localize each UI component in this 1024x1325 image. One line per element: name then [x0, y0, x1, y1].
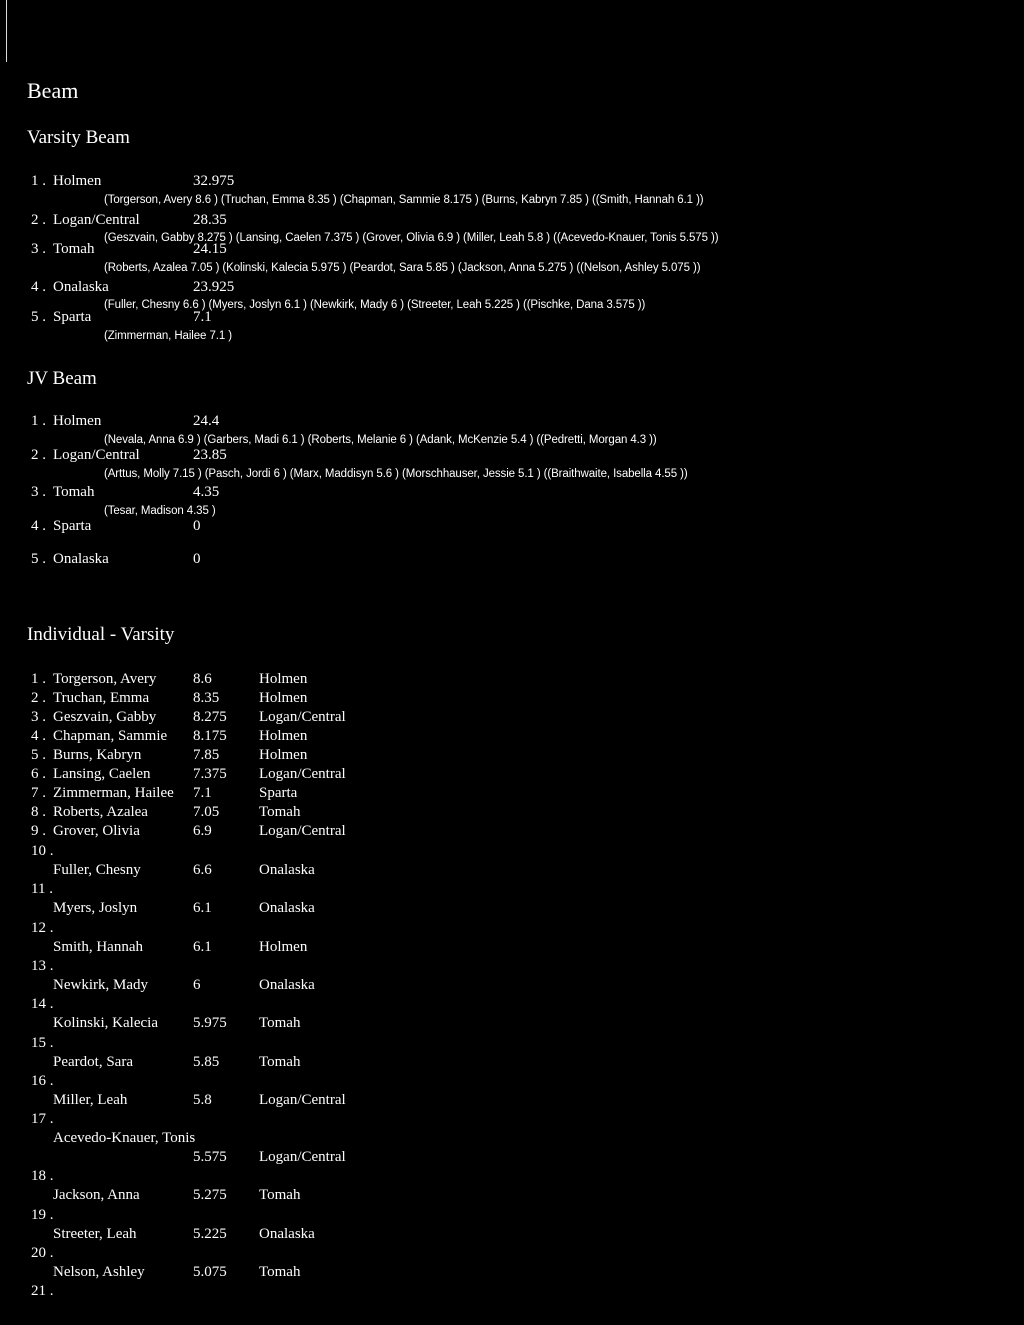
athlete-team: Logan/Central	[259, 1091, 346, 1108]
individual-row	[0, 1015, 1000, 1035]
individual-row	[0, 1149, 1000, 1169]
rank: 19 .	[31, 1206, 54, 1223]
individual-row	[0, 977, 1000, 997]
athlete-scores: (Zimmerman, Hailee 7.1 )	[104, 330, 232, 342]
team-name: Tomah	[53, 484, 95, 500]
athlete-score: 7.375	[193, 766, 227, 782]
team-score: 23.85	[193, 447, 227, 463]
team-name: Holmen	[53, 173, 102, 189]
athlete-team: Tomah	[259, 1015, 301, 1032]
athlete-score: 6	[193, 976, 201, 993]
individual-row	[0, 1054, 1000, 1074]
team-name: Tomah	[53, 241, 95, 257]
athlete-team: Holmen	[259, 671, 308, 687]
athlete-scores: (Tesar, Madison 4.35 )	[104, 505, 216, 517]
rank: 3 .	[31, 484, 46, 500]
rank: 4 .	[31, 728, 46, 744]
rank: 3 .	[31, 709, 46, 725]
athlete-score: 7.1	[193, 785, 212, 801]
athlete-score: 7.85	[193, 747, 220, 763]
athlete-name: Geszvain, Gabby	[53, 709, 157, 725]
rank: 1 .	[31, 413, 46, 429]
athlete-score: 8.35	[193, 690, 220, 706]
rank: 4 .	[31, 518, 46, 534]
individual-row	[0, 862, 1000, 882]
athlete-team: Logan/Central	[259, 766, 346, 782]
athlete-name: Burns, Kabryn	[53, 747, 142, 763]
athlete-name: Kolinski, Kalecia	[53, 1015, 158, 1032]
rank: 5 .	[31, 747, 46, 763]
athlete-score: 7.05	[193, 804, 220, 820]
rank: 13 .	[31, 957, 54, 974]
team-row	[0, 484, 1000, 504]
individual-row	[0, 1264, 1000, 1284]
athlete-score: 6.6	[193, 862, 212, 878]
individual-row	[0, 747, 1000, 767]
athlete-score: 6.1	[193, 900, 212, 917]
athlete-name: Torgerson, Avery	[53, 671, 157, 687]
rank: 4 .	[31, 279, 46, 295]
athlete-score: 5.275	[193, 1187, 227, 1204]
team-score: 4.35	[193, 484, 220, 500]
individual-row	[0, 900, 1000, 920]
team-score: 28.35	[193, 212, 227, 228]
team-name: Sparta	[53, 309, 92, 325]
individual-row	[0, 939, 1000, 959]
athlete-score: 5.8	[193, 1091, 212, 1108]
individual-row	[0, 1092, 1000, 1112]
rank: 9 .	[31, 823, 46, 839]
rank: 2 .	[31, 690, 46, 706]
athlete-team: Logan/Central	[259, 823, 346, 839]
athlete-score: 5.85	[193, 1053, 220, 1070]
varsity-heading: Varsity Beam	[27, 127, 130, 148]
athlete-score: 6.1	[193, 938, 212, 955]
athlete-scores: (Roberts, Azalea 7.05 ) (Kolinski, Kalecia 5.975 ) (Peardot, Sara 5.85 ) (Jackson, Anna 5.275 ) ((Nelson, Ashley 5.075 ))	[104, 262, 701, 274]
rank: 5 .	[31, 309, 46, 325]
rank: 12 .	[31, 919, 54, 936]
athlete-name: Newkirk, Mady	[53, 976, 148, 993]
athlete-score: 5.575	[193, 1149, 227, 1166]
individual-row	[0, 804, 1000, 824]
athlete-team: Tomah	[259, 1187, 301, 1204]
individual-heading: Individual - Varsity	[27, 624, 175, 645]
rank: 17 .	[31, 1111, 54, 1128]
page-edge-line	[6, 0, 7, 62]
rank: 1 .	[31, 671, 46, 687]
athlete-team: Holmen	[259, 728, 308, 744]
individual-row	[0, 728, 1000, 748]
rank: 3 .	[31, 241, 46, 257]
athlete-team: Holmen	[259, 938, 308, 955]
individual-row	[0, 709, 1000, 729]
athlete-name: Jackson, Anna	[53, 1187, 140, 1204]
athlete-team: Onalaska	[259, 862, 315, 878]
athlete-scores: (Fuller, Chesny 6.6 ) (Myers, Joslyn 6.1 ) (Newkirk, Mady 6 ) (Streeter, Leah 5.225 ) ((Pischke, Dana 3.575 ))	[104, 299, 646, 311]
athlete-name: Nelson, Ashley	[53, 1264, 145, 1280]
team-score: 0	[193, 551, 201, 567]
athlete-team: Tomah	[259, 1264, 301, 1280]
team-name: Onalaska	[53, 551, 109, 567]
team-row	[0, 212, 1000, 232]
athlete-name: Zimmerman, Hailee	[53, 785, 174, 801]
rank: 15 .	[31, 1034, 54, 1051]
rank: 14 .	[31, 996, 54, 1013]
athlete-score: 8.175	[193, 728, 227, 744]
athlete-scores: (Nevala, Anna 6.9 ) (Garbers, Madi 6.1 ) (Roberts, Melanie 6 ) (Adank, McKenzie 5.4 ) ((Pedretti, Morgan 4.3 ))	[104, 434, 657, 446]
team-row	[0, 413, 1000, 433]
individual-row	[0, 1187, 1000, 1207]
athlete-name: Fuller, Chesny	[53, 862, 141, 878]
athlete-name: Miller, Leah	[53, 1091, 128, 1108]
athlete-team: Tomah	[259, 1053, 301, 1070]
athlete-team: Onalaska	[259, 900, 315, 917]
team-row	[0, 173, 1000, 193]
rank: 11 .	[31, 881, 53, 898]
athlete-team: Holmen	[259, 690, 308, 706]
athlete-name: Acevedo-Knauer, Tonis	[53, 1130, 196, 1147]
rank: 7 .	[31, 785, 46, 801]
rank: 2 .	[31, 447, 46, 463]
team-row	[0, 309, 1000, 329]
team-row	[0, 551, 1000, 571]
athlete-name: Myers, Joslyn	[53, 900, 138, 917]
team-row	[0, 279, 1000, 299]
rank: 20 .	[31, 1245, 54, 1261]
athlete-name: Chapman, Sammie	[53, 728, 168, 744]
rank: 8 .	[31, 804, 46, 820]
athlete-team: Holmen	[259, 747, 308, 763]
athlete-team: Tomah	[259, 804, 301, 820]
team-row	[0, 447, 1000, 467]
athlete-score: 8.6	[193, 671, 212, 687]
rank: 2 .	[31, 212, 46, 228]
rank: 5 .	[31, 551, 46, 567]
athlete-name: Peardot, Sara	[53, 1053, 133, 1070]
individual-row	[0, 823, 1000, 843]
athlete-score: 6.9	[193, 823, 212, 839]
rank: 18 .	[31, 1168, 54, 1185]
athlete-score: 5.975	[193, 1015, 227, 1032]
team-score: 24.15	[193, 241, 227, 257]
team-score: 23.925	[193, 279, 235, 295]
individual-row	[0, 1226, 1000, 1246]
athlete-team: Onalaska	[259, 1225, 315, 1242]
team-score: 32.975	[193, 173, 235, 189]
team-name: Logan/Central	[53, 212, 140, 228]
athlete-score: 8.275	[193, 709, 227, 725]
athlete-name: Lansing, Caelen	[53, 766, 151, 782]
team-name: Sparta	[53, 518, 92, 534]
rank: 10 .	[31, 843, 54, 859]
athlete-scores: (Torgerson, Avery 8.6 ) (Truchan, Emma 8.35 ) (Chapman, Sammie 8.175 ) (Burns, Kabryn 7.85 ) ((Smith, Hannah 6.1 ))	[104, 194, 704, 206]
athlete-score: 5.225	[193, 1225, 227, 1242]
team-name: Onalaska	[53, 279, 109, 295]
rank: 21 .	[31, 1283, 54, 1300]
page-title: Beam	[27, 78, 79, 103]
athlete-team: Onalaska	[259, 976, 315, 993]
jv-heading: JV Beam	[27, 368, 97, 389]
athlete-scores: (Geszvain, Gabby 8.275 ) (Lansing, Caelen 7.375 ) (Grover, Olivia 6.9 ) (Miller, Leah 5.8 ) ((Acevedo-Knauer, Tonis 5.575 ))	[104, 232, 719, 244]
individual-row	[0, 671, 1000, 691]
athlete-team: Sparta	[259, 785, 298, 801]
athlete-name: Roberts, Azalea	[53, 804, 148, 820]
team-row	[0, 241, 1000, 261]
athlete-team: Logan/Central	[259, 1149, 346, 1166]
individual-row	[0, 785, 1000, 805]
individual-row	[0, 690, 1000, 710]
team-row	[0, 518, 1000, 538]
team-score: 24.4	[193, 413, 220, 429]
athlete-name: Smith, Hannah	[53, 938, 143, 955]
team-score: 0	[193, 518, 201, 534]
athlete-name: Grover, Olivia	[53, 823, 140, 839]
rank: 6 .	[31, 766, 46, 782]
athlete-name: Streeter, Leah	[53, 1225, 137, 1242]
athlete-name: Truchan, Emma	[53, 690, 150, 706]
individual-row	[0, 766, 1000, 786]
athlete-team: Logan/Central	[259, 709, 346, 725]
athlete-score: 5.075	[193, 1264, 227, 1280]
team-score: 7.1	[193, 309, 212, 325]
rank: 16 .	[31, 1072, 54, 1089]
athlete-scores: (Arttus, Molly 7.15 ) (Pasch, Jordi 6 ) (Marx, Maddisyn 5.6 ) (Morschhauser, Jessie 5.1 ) ((Braithwaite, Isabella 4.55 ))	[104, 468, 688, 480]
team-name: Logan/Central	[53, 447, 140, 463]
rank: 1 .	[31, 173, 46, 189]
team-name: Holmen	[53, 413, 102, 429]
